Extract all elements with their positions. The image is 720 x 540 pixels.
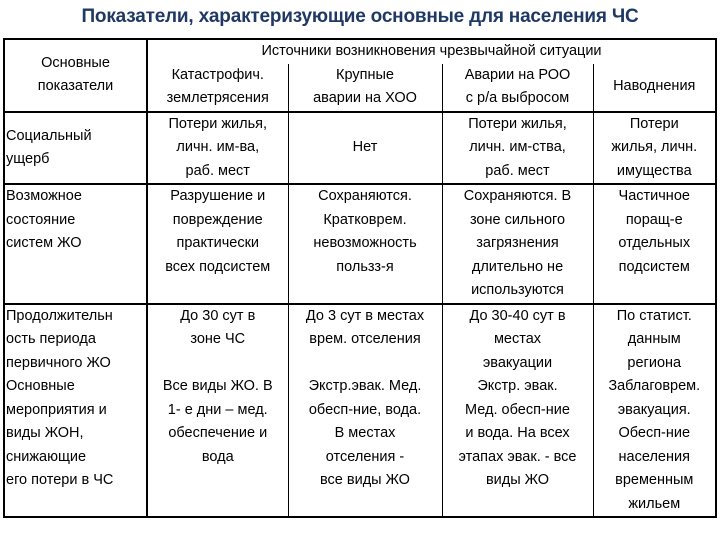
- column-header-floods: Наводнения: [593, 64, 716, 112]
- table-cell: До 3 сут в местах врем. отселения: [288, 304, 442, 376]
- row-label: Продолжительн ость периода первичного ЖО: [4, 304, 147, 376]
- emergency-indicators-table: [3, 38, 717, 518]
- group-header: Источники возникновения чрезвычайной ситуации: [147, 39, 716, 64]
- table-row-social-damage: [4, 112, 716, 185]
- column-header-chemical-accidents: Крупные аварии на ХОО: [288, 64, 442, 112]
- table-cell: Экстр.эвак. Мед. обесп-ние, вода. В местах отселения - все виды ЖО: [288, 375, 442, 517]
- column-header-radiation-accidents: Аварии на РОО с р/а выбросом: [442, 64, 593, 112]
- row-label: Основные мероприятия и виды ЖОН, снижающие его потери в ЧС: [4, 375, 147, 517]
- table-cell: Потери жилья, личн. имущества: [593, 112, 716, 185]
- table-row-measures: [4, 375, 716, 517]
- table-cell: Частичное поращ-е отдельных подсистем: [593, 184, 716, 304]
- table-cell: Заблаговрем. эвакуация. Обесп-ние населения временным жильем: [593, 375, 716, 517]
- row-label: Социальный ущерб: [4, 112, 147, 185]
- table-cell: Потери жилья, личн. им-ва, раб. мест: [147, 112, 288, 185]
- table-cell: Сохраняются. Кратковрем. невозможность пользз-я: [288, 184, 442, 304]
- table-row-duration: [4, 304, 716, 376]
- table-cell: Сохраняются. В зоне сильного загрязнения длительно не используются: [442, 184, 593, 304]
- row-label: Возможное состояние систем ЖО: [4, 184, 147, 304]
- table-cell: Экстр. эвак. Мед. обесп-ние и вода. На всех этапах эвак. - все виды ЖО: [442, 375, 593, 517]
- table-cell: По статист. данным региона: [593, 304, 716, 376]
- row-header-label: Основные показатели: [4, 39, 147, 112]
- table-cell: Нет: [288, 112, 442, 185]
- table-cell: Все виды ЖО. В 1- е дни – мед. обеспечение и вода: [147, 375, 288, 517]
- table-row-life-support-state: [4, 184, 716, 304]
- table-cell: До 30 сут в зоне ЧС: [147, 304, 288, 376]
- table-cell: Разрушение и повреждение практически всех подсистем: [147, 184, 288, 304]
- header-row: [4, 39, 716, 64]
- column-header-earthquakes: Катастрофич. землетрясения: [147, 64, 288, 112]
- table-cell: Потери жилья, личн. им-ства, раб. мест: [442, 112, 593, 185]
- table-cell: До 30-40 сут в местах эвакуации: [442, 304, 593, 376]
- page-title: Показатели, характеризующие основные для населения ЧС: [81, 6, 639, 27]
